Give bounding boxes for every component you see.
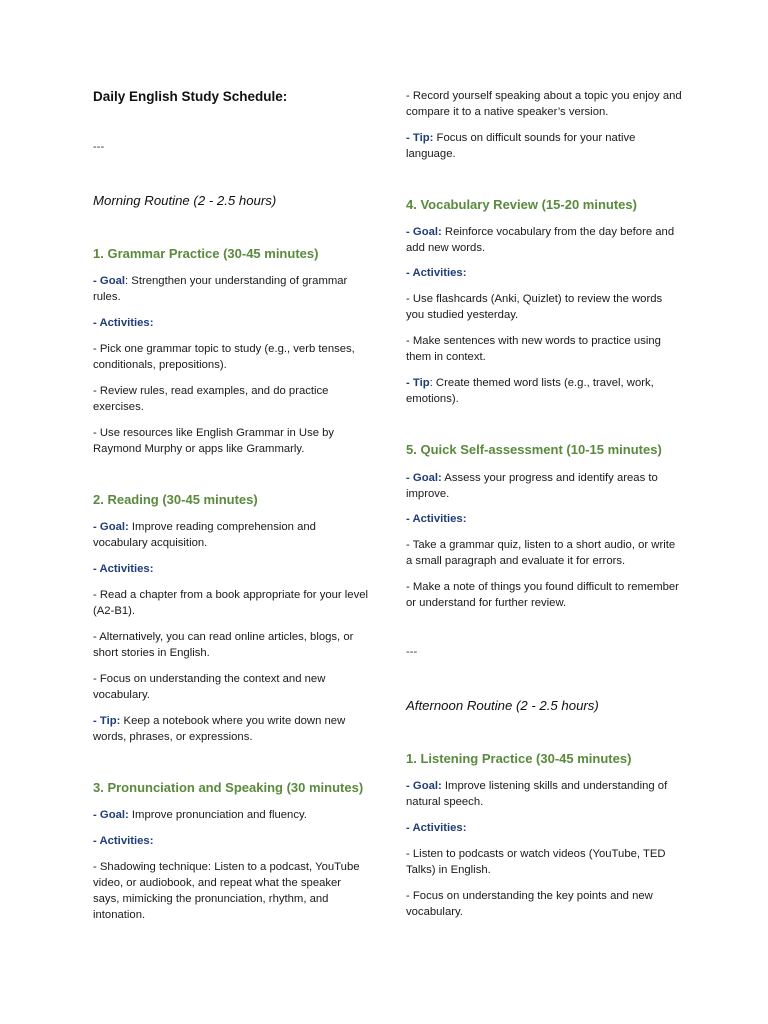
goal-label: - Goal: bbox=[93, 809, 129, 821]
tip-text: Keep a notebook where you write down new words, phrases, or expressions. bbox=[93, 715, 346, 743]
list-item: - Focus on understanding the key points and new vocabulary. bbox=[406, 890, 653, 918]
goal-text: Improve listening skills and understanding of natural speech. bbox=[406, 780, 668, 808]
document-title: Daily English Study Schedule: bbox=[93, 89, 288, 104]
tip-label: - Tip bbox=[406, 377, 430, 389]
goal-line bbox=[406, 778, 682, 810]
list-item: - Use flashcards (Anki, Quizlet) to review the words you studied yesterday. bbox=[406, 293, 663, 321]
separator: --- bbox=[406, 646, 418, 658]
list-item: - Focus on understanding the context and new vocabulary. bbox=[93, 673, 326, 701]
section-heading-listening: 1. Listening Practice (30-45 minutes) bbox=[406, 751, 632, 766]
tip-label: - Tip: bbox=[406, 132, 434, 144]
goal-label: - Goal: bbox=[406, 472, 442, 484]
goal-text: Improve reading comprehension and vocabulary acquisition. bbox=[93, 521, 316, 549]
tip-text: : Create themed word lists (e.g., travel, work, emotions). bbox=[406, 377, 654, 405]
activities-label: - Activities: bbox=[93, 317, 154, 329]
goal-label: - Goal: bbox=[406, 226, 442, 238]
goal-line bbox=[406, 470, 682, 502]
goal-line bbox=[93, 519, 369, 551]
goal-label: - Goal: bbox=[93, 521, 129, 533]
section-heading-grammar: 1. Grammar Practice (30-45 minutes) bbox=[93, 246, 319, 261]
section-heading-vocabulary: 4. Vocabulary Review (15-20 minutes) bbox=[406, 197, 637, 212]
list-item: - Make a note of things you found difficult to remember or understand for further review. bbox=[406, 581, 679, 609]
list-item: - Read a chapter from a book appropriate for your level (A2-B1). bbox=[93, 589, 369, 617]
list-item: - Review rules, read examples, and do practice exercises. bbox=[93, 385, 329, 413]
section-heading-reading: 2. Reading (30-45 minutes) bbox=[93, 492, 258, 507]
activities-label: - Activities: bbox=[406, 822, 467, 834]
activities-label: - Activities: bbox=[406, 513, 467, 525]
activities-label: - Activities: bbox=[93, 563, 154, 575]
list-item: - Shadowing technique: Listen to a podcast, YouTube video, or audiobook, and repeat what the speaker says, mimicking the pronunciation, rhythm, and intonation. bbox=[93, 861, 360, 921]
list-item: - Take a grammar quiz, listen to a short audio, or write a small paragraph and evaluate it for errors. bbox=[406, 539, 676, 567]
list-item: - Listen to podcasts or watch videos (YouTube, TED Talks) in English. bbox=[406, 848, 666, 876]
tip-line bbox=[93, 713, 369, 745]
activities-label: - Activities: bbox=[93, 835, 154, 847]
list-item: - Record yourself speaking about a topic you enjoy and compare it to a native speaker’s version. bbox=[406, 90, 682, 118]
tip-line bbox=[406, 375, 682, 407]
list-item: - Alternatively, you can read online articles, blogs, or short stories in English. bbox=[93, 631, 354, 659]
goal-text: : Strengthen your understanding of grammar rules. bbox=[93, 275, 348, 303]
list-item: - Use resources like English Grammar in Use by Raymond Murphy or apps like Grammarly. bbox=[93, 427, 335, 455]
goal-label: - Goal bbox=[93, 275, 126, 287]
goal-text: Improve pronunciation and fluency. bbox=[128, 809, 307, 821]
routine-heading-morning: Morning Routine (2 - 2.5 hours) bbox=[93, 193, 277, 208]
activities-label: - Activities: bbox=[406, 267, 467, 279]
goal-line bbox=[406, 224, 682, 256]
list-item: - Pick one grammar topic to study (e.g., verb tenses, conditionals, prepositions). bbox=[93, 343, 355, 371]
goal-text: Assess your progress and identify areas to improve. bbox=[406, 472, 658, 500]
routine-heading-afternoon: Afternoon Routine (2 - 2.5 hours) bbox=[406, 698, 599, 713]
tip-text: Focus on difficult sounds for your native language. bbox=[406, 132, 636, 160]
separator: --- bbox=[93, 141, 105, 153]
goal-text: Reinforce vocabulary from the day before and add new words. bbox=[406, 226, 675, 254]
goal-label: - Goal: bbox=[406, 780, 442, 792]
section-heading-pronunciation: 3. Pronunciation and Speaking (30 minutes) bbox=[93, 780, 364, 795]
list-item: - Make sentences with new words to practice using them in context. bbox=[406, 335, 661, 363]
tip-label: - Tip: bbox=[93, 715, 121, 727]
goal-line bbox=[93, 273, 369, 305]
section-heading-self-assessment: 5. Quick Self-assessment (10-15 minutes) bbox=[406, 442, 662, 457]
tip-line bbox=[406, 130, 682, 162]
goal-line bbox=[93, 807, 369, 823]
